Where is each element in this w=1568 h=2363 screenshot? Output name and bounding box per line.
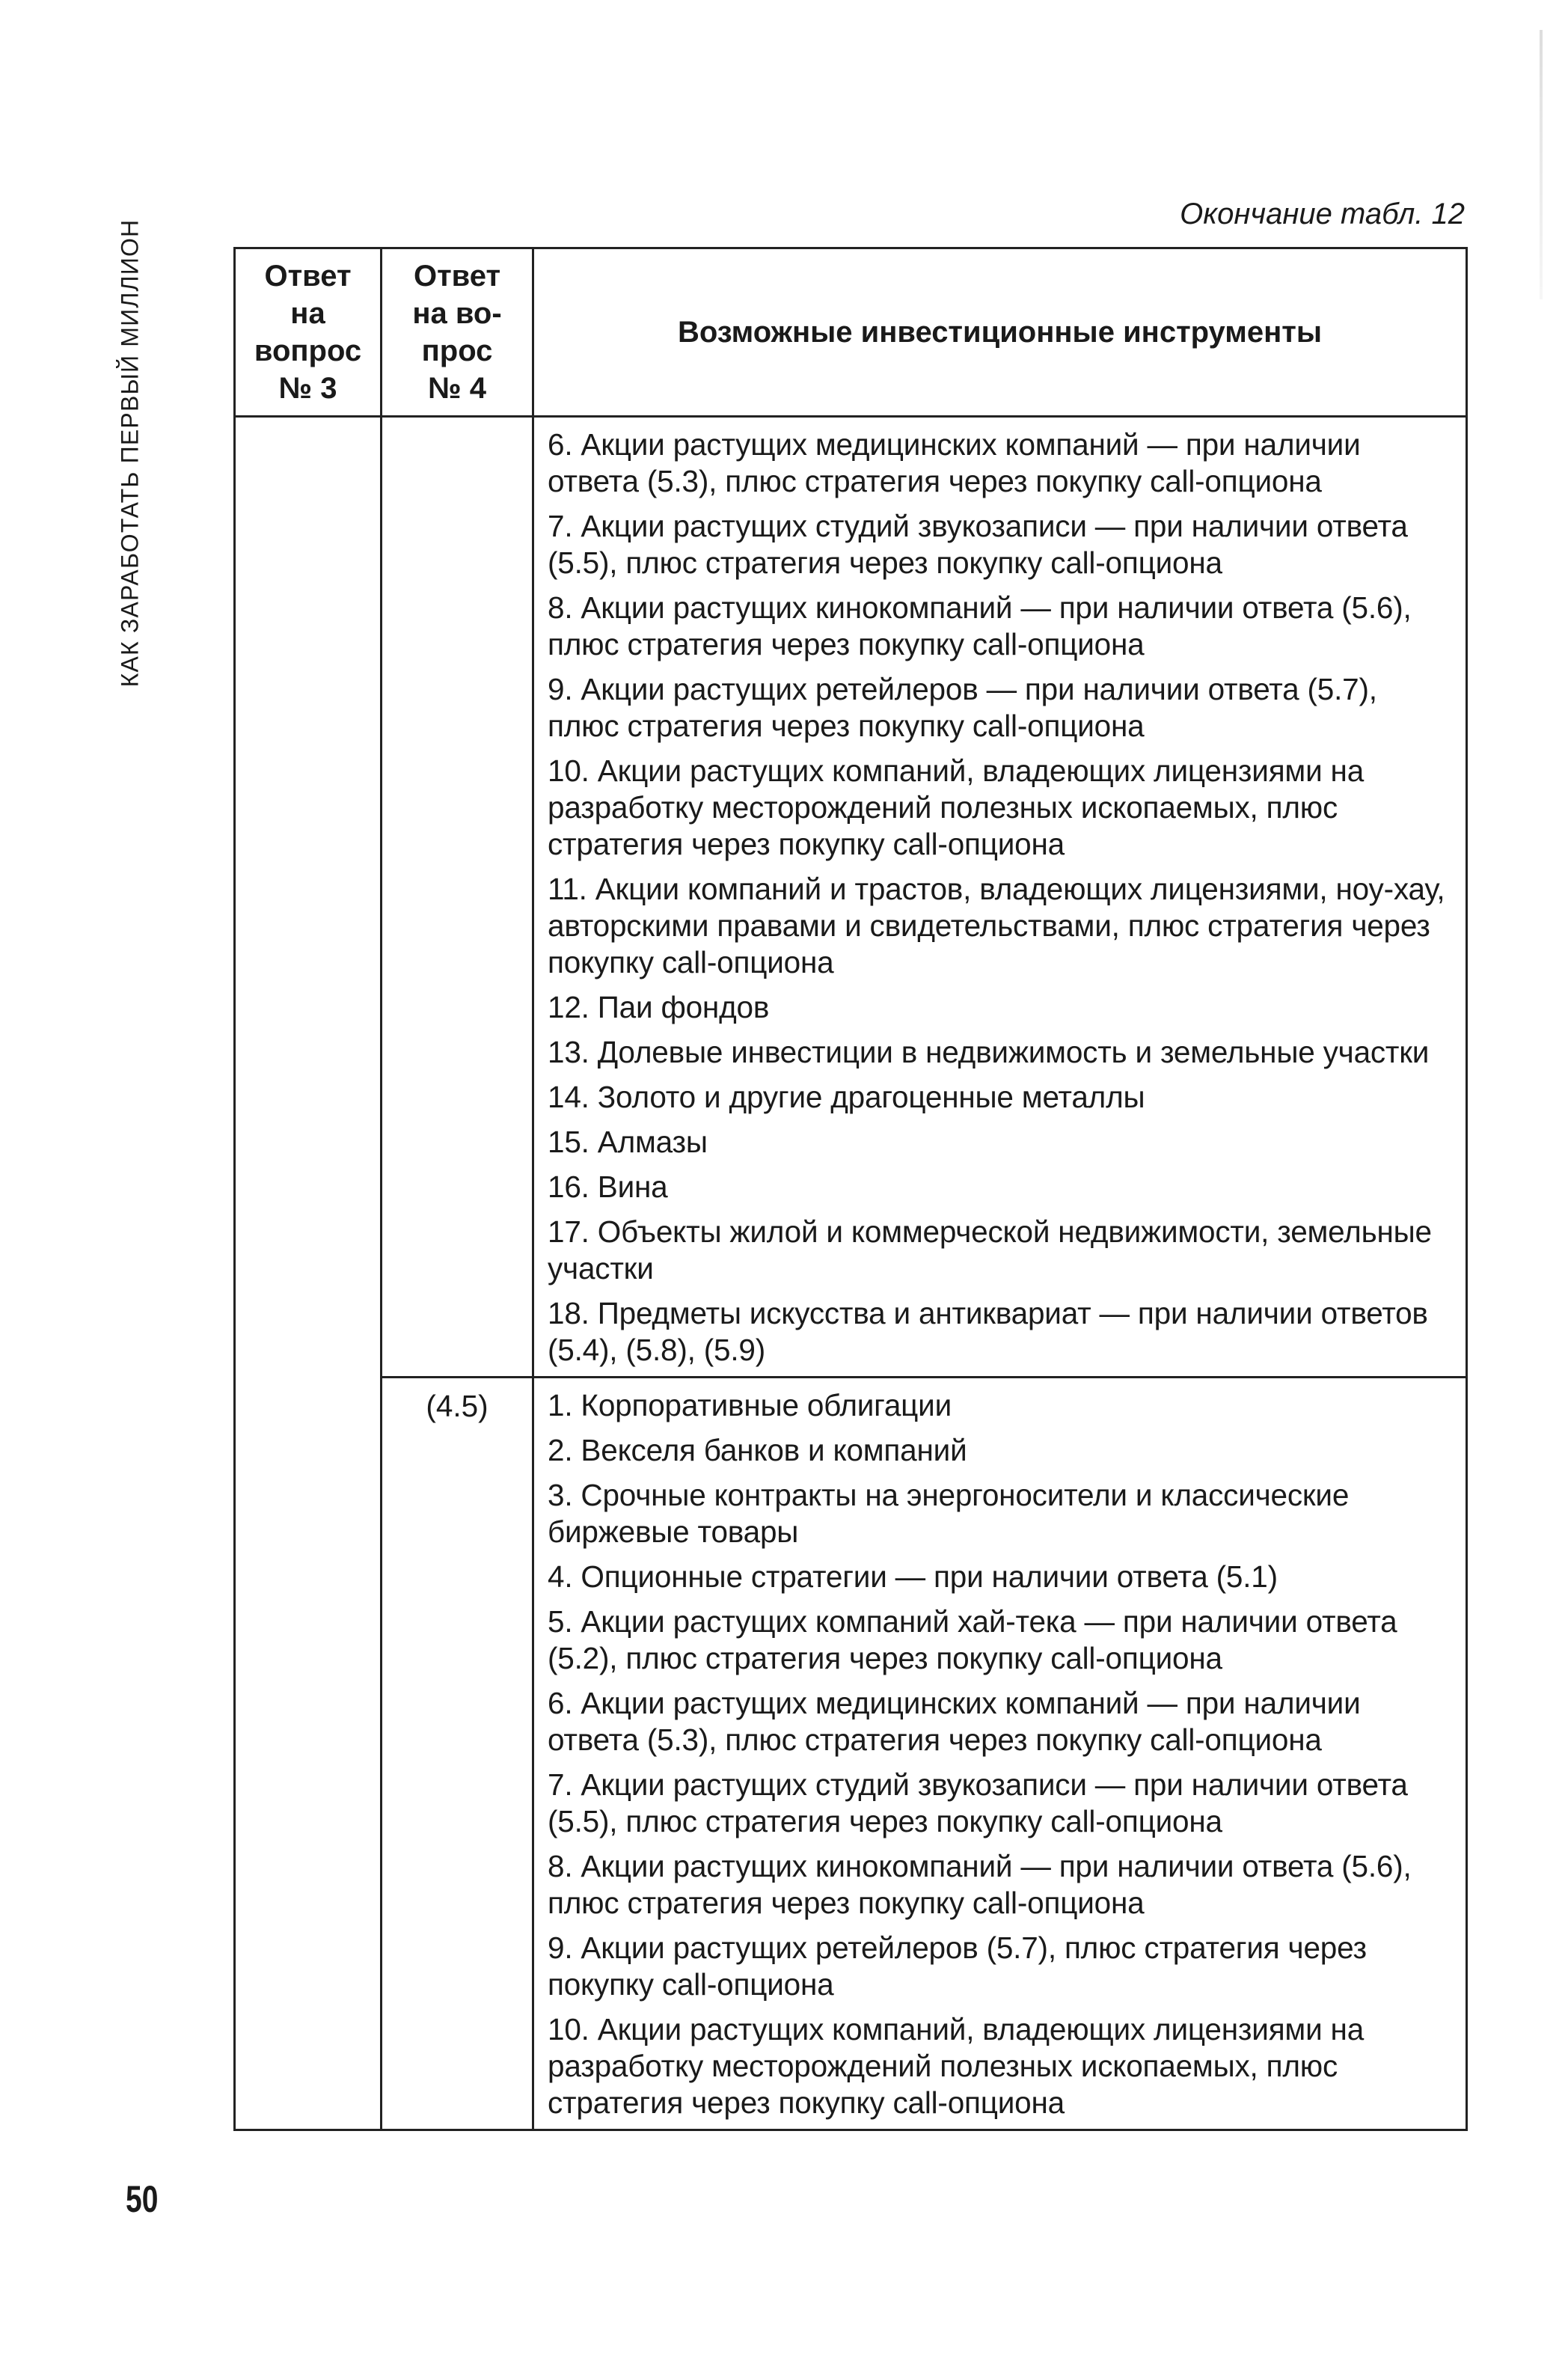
answer-4-value (382, 418, 532, 428)
instrument-item: 5. Акции растущих компаний хай-тека — при наличии ответа (5.2), плюс стратегия через покупку call-опциона (548, 1604, 1397, 1675)
instrument-item: 6. Акции растущих медицинских компаний — при наличии ответа (5.3), плюс стратегия через покупку call-опциона (548, 427, 1361, 498)
instrument-item: 12. Паи фондов (548, 990, 770, 1024)
header-answer-4-line: № 4 (428, 372, 486, 405)
instrument-item: 10. Акции растущих компаний, владеющих лицензиями на разработку месторождений полезных ископаемых, плюс стратегия через покупку call-опциона (548, 2012, 1365, 2120)
instrument-item: 14. Золото и другие драгоценные металлы (548, 1080, 1145, 1114)
header-answer-4-line: Ответ (413, 260, 501, 293)
table-row-block-2 (382, 1378, 1466, 2129)
running-head-text: КАК ЗАРАБОТАТЬ ПЕРВЫЙ МИЛЛИОН (116, 218, 144, 687)
instruments-list (534, 1378, 1466, 2129)
table-row-block-1 (382, 418, 1466, 1378)
investment-table (233, 247, 1468, 2131)
instrument-item: 15. Алмазы (548, 1125, 708, 1159)
instrument-item: 18. Предметы искусства и антиквариат — при наличии ответов (5.4), (5.8), (5.9) (548, 1296, 1428, 1367)
instrument-item: 8. Акции растущих кинокомпаний — при наличии ответа (5.6), плюс стратегия через покупку call-опциона (548, 1849, 1412, 1920)
answer-4-value: (4.5) (426, 1389, 489, 1423)
answer-3-cell (236, 418, 382, 2129)
instrument-item: 7. Акции растущих студий звукозаписи — при наличии ответа (5.5), плюс стратегия через покупку call-опциона (548, 1767, 1408, 1838)
header-answer-4-line: прос (421, 334, 493, 367)
instrument-item: 13. Долевые инвестиции в недвижимость и земельные участки (548, 1035, 1430, 1069)
instrument-item: 9. Акции растущих ретейлеров (5.7), плюс стратегия через покупку call-опциона (548, 1931, 1367, 2002)
instrument-item: 6. Акции растущих медицинских компаний — при наличии ответа (5.3), плюс стратегия через покупку call-опциона (548, 1686, 1361, 1757)
header-answer-3-line: № 3 (278, 372, 337, 405)
instrument-item: 11. Акции компаний и трастов, владеющих лицензиями, ноу-хау, авторскими правами и свидетельствами, плюс стратегия через покупку call-опциона (548, 872, 1445, 979)
instrument-item: 10. Акции растущих компаний, владеющих лицензиями на разработку месторождений полезных ископаемых, плюс стратегия через покупку call-опциона (548, 753, 1365, 861)
instrument-item: 7. Акции растущих студий звукозаписи — при наличии ответа (5.5), плюс стратегия через покупку call-опциона (548, 509, 1408, 580)
answer-4-cell (382, 1378, 534, 2129)
header-instruments: Возможные инвестиционные инструменты (677, 315, 1323, 349)
instrument-item: 1. Корпоративные облигации (548, 1388, 952, 1422)
instrument-item: 2. Векселя банков и компаний (548, 1433, 967, 1467)
table-body (236, 418, 1466, 2129)
running-head (115, 202, 145, 703)
header-answer-4 (382, 249, 534, 415)
header-answer-3-line: на (290, 297, 325, 330)
answer-4-cell (382, 418, 534, 1376)
scan-edge-shadow (1540, 30, 1543, 299)
table-caption: Окончание табл. 12 (1180, 198, 1465, 230)
body-right (382, 418, 1466, 2129)
instrument-item: 16. Вина (548, 1170, 668, 1204)
header-answer-3-line: Ответ (264, 260, 352, 293)
page-number: 50 (126, 2178, 159, 2220)
header-answer-4-line: на во- (412, 297, 502, 330)
instruments-list (534, 418, 1466, 1376)
instrument-item: 3. Срочные контракты на энергоносители и классические биржевые товары (548, 1478, 1350, 1549)
header-answer-3 (236, 249, 382, 415)
instrument-item: 9. Акции растущих ретейлеров — при наличии ответа (5.7), плюс стратегия через покупку call-опциона (548, 672, 1377, 743)
instrument-item: 8. Акции растущих кинокомпаний — при наличии ответа (5.6), плюс стратегия через покупку call-опциона (548, 590, 1412, 661)
table-header-row (236, 249, 1466, 418)
instrument-item: 17. Объекты жилой и коммерческой недвижимости, земельные участки (548, 1214, 1432, 1286)
instrument-item: 4. Опционные стратегии — при наличии ответа (5.1) (548, 1559, 1278, 1594)
header-answer-3-line: вопрос (254, 334, 362, 367)
